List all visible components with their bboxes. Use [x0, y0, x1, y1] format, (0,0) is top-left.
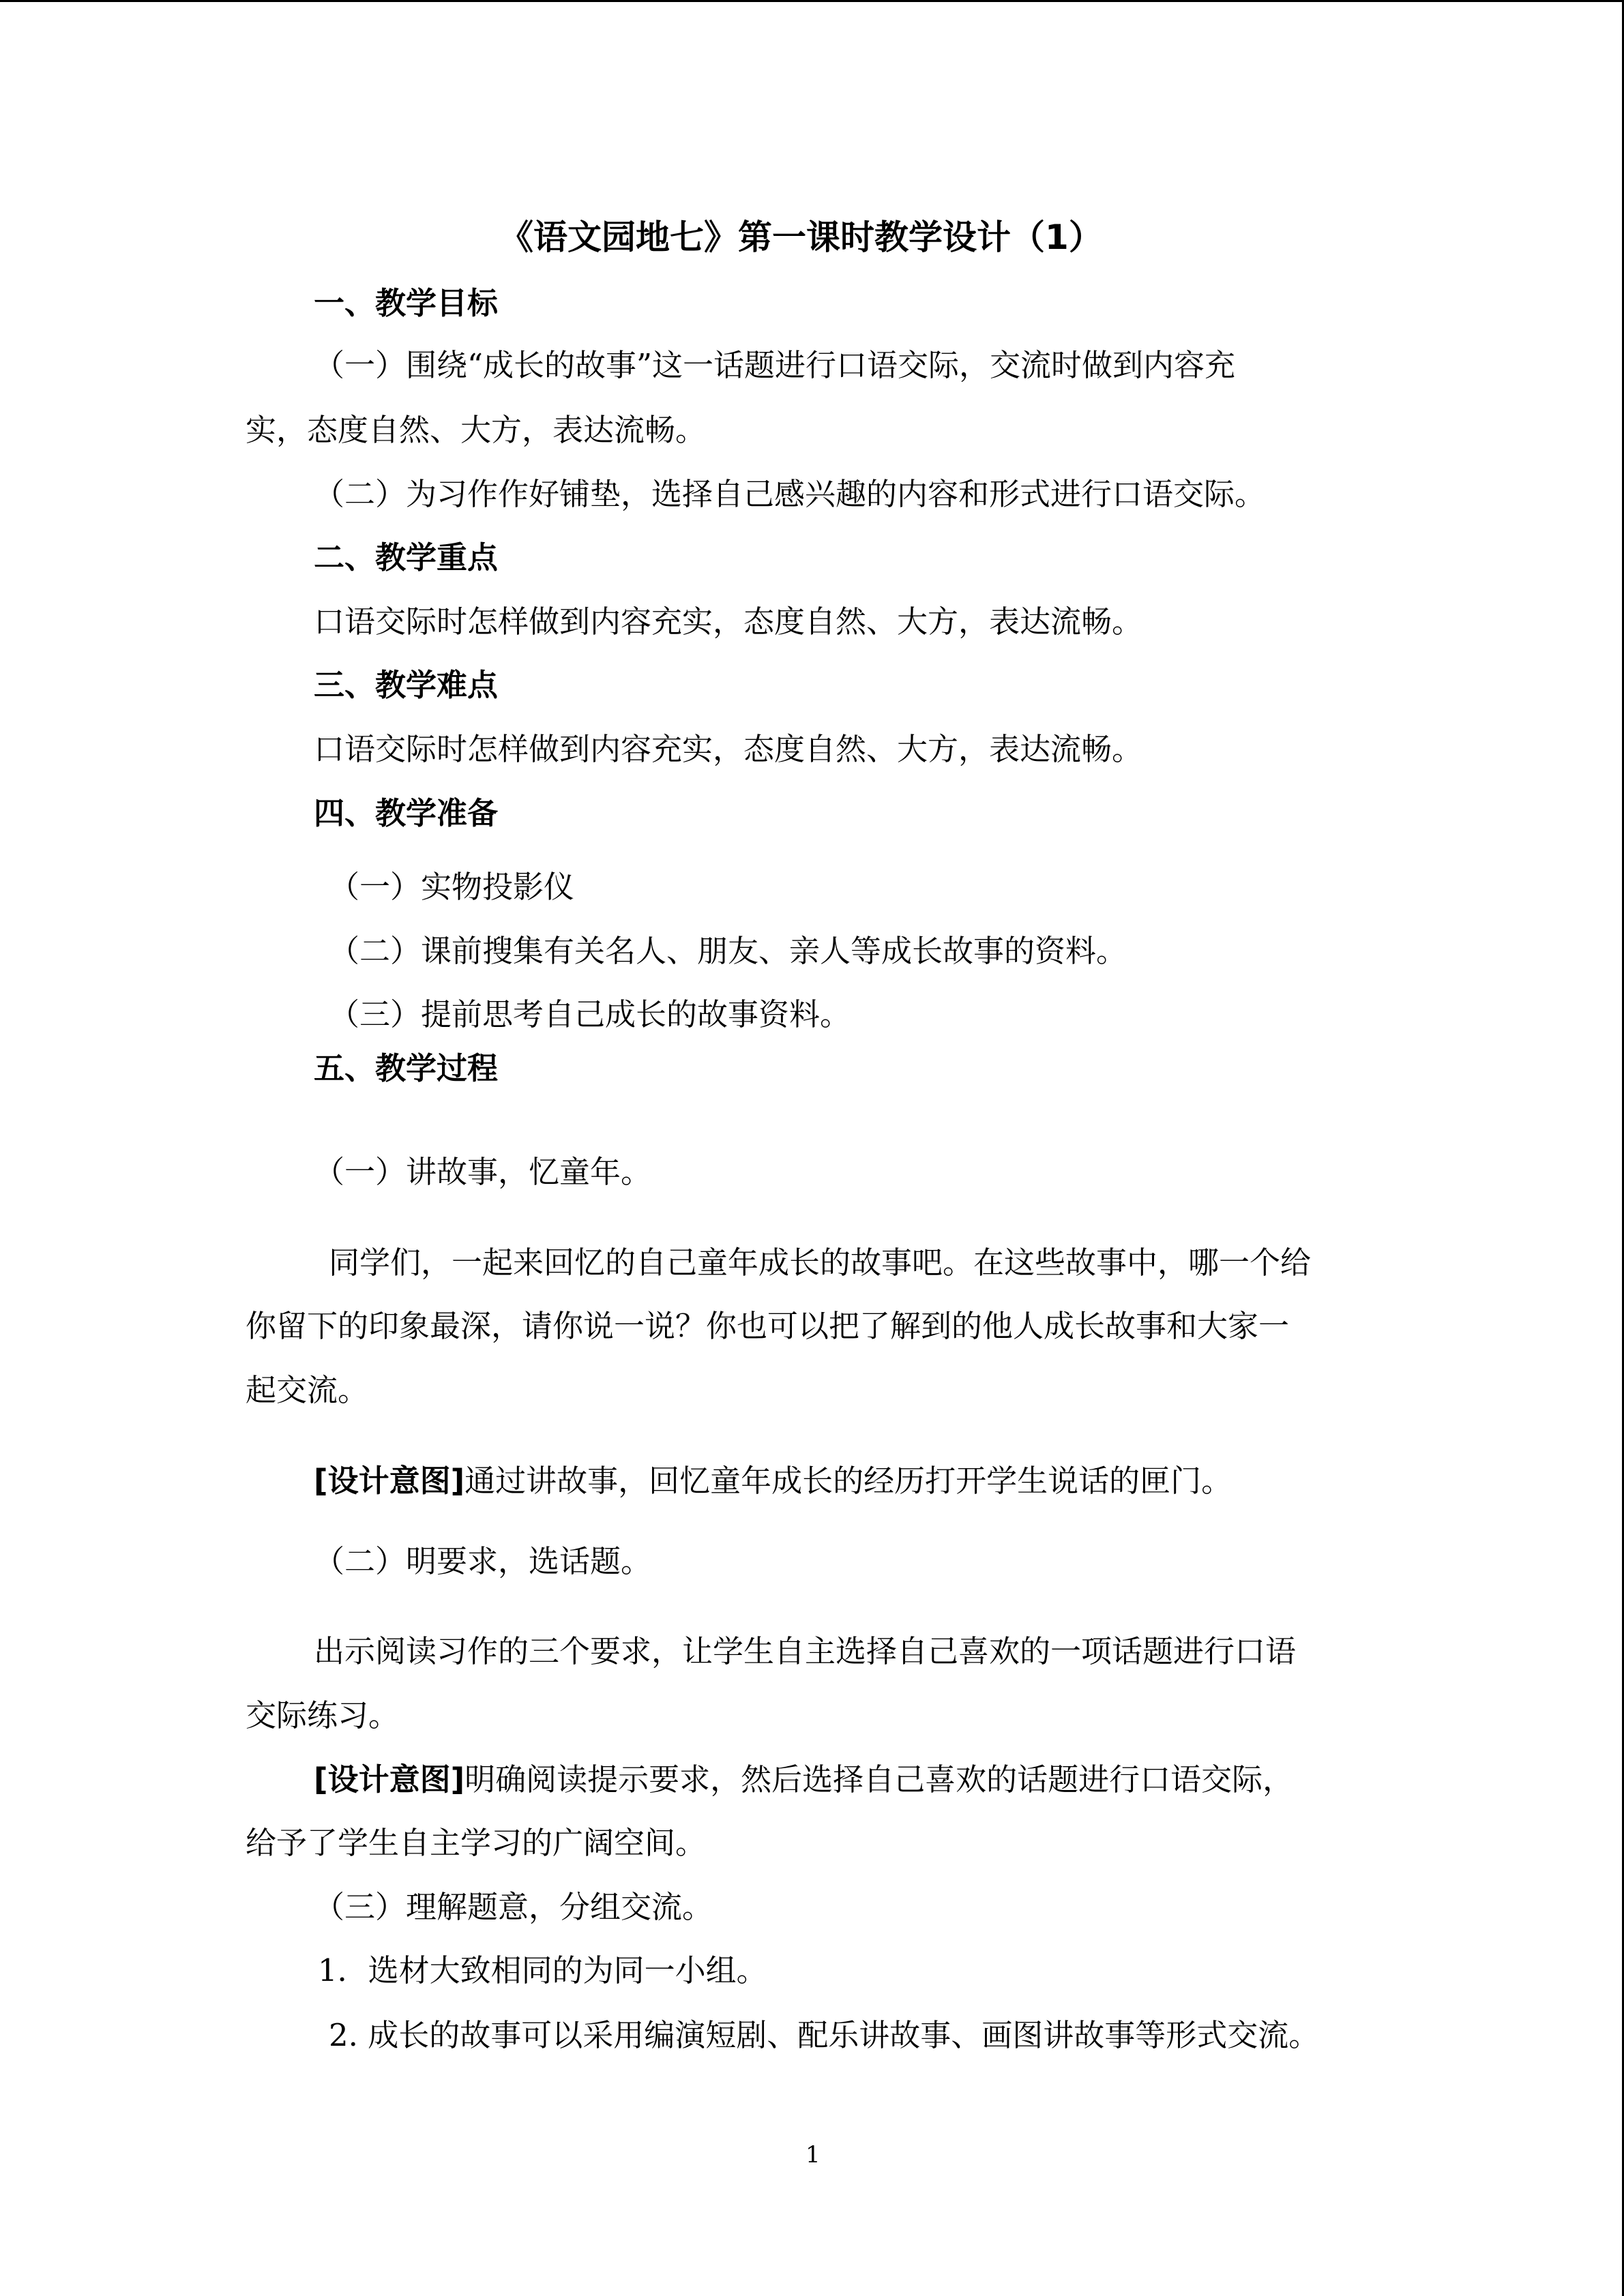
process-list-item-2: 2. 成长的故事可以采用编演短剧、配乐讲故事、画图讲故事等形式交流。 [329, 2017, 1320, 2053]
process-paragraph-2-line-1: 出示阅读习作的三个要求，让学生自主选择自己喜欢的一项话题进行口语 [314, 1633, 1297, 1669]
process-paragraph-1-line-3: 起交流。 [246, 1372, 369, 1408]
preparation-item-1: （一）实物投影仪 [329, 869, 575, 905]
document-title: 《语文园地七》第一课时教学设计（1） [499, 218, 1103, 257]
process-list-item-1: 1．选材大致相同的为同一小组。 [318, 1952, 767, 1988]
design-intent-1 [314, 1461, 1232, 1502]
design-intent-1-text: 通过讲故事，回忆童年成长的经历打开学生说话的匣门。 [464, 1463, 1232, 1499]
preparation-item-3: （三）提前思考自己成长的故事资料。 [329, 996, 851, 1032]
process-step-2: （二）明要求，选话题。 [314, 1543, 652, 1579]
design-intent-label: [设计意图] [314, 1463, 465, 1499]
process-step-3: （三）理解题意，分组交流。 [314, 1889, 713, 1925]
design-intent-label: [设计意图] [314, 1761, 465, 1798]
section-heading-preparation: 四、教学准备 [314, 795, 499, 831]
section-heading-key-points: 二、教学重点 [314, 539, 499, 576]
design-intent-2-text: 明确阅读提示要求，然后选择自己喜欢的话题进行口语交际， [464, 1761, 1294, 1798]
page-number: 1 [806, 2141, 821, 2168]
process-paragraph-1-line-1: 同学们，一起来回忆的自己童年成长的故事吧。在这些故事中，哪一个给 [329, 1244, 1312, 1281]
process-paragraph-2-line-2: 交际练习。 [246, 1697, 400, 1733]
objective-item-1-cont: 实，态度自然、大方，表达流畅。 [246, 412, 707, 448]
preparation-item-2: （二）课前搜集有关名人、朋友、亲人等成长故事的资料。 [329, 933, 1127, 969]
difficulties-text: 口语交际时怎样做到内容充实，态度自然、大方，表达流畅。 [314, 731, 1143, 767]
design-intent-2-cont: 给予了学生自主学习的广阔空间。 [246, 1825, 707, 1861]
design-intent-2 [314, 1759, 1293, 1800]
key-points-text: 口语交际时怎样做到内容充实，态度自然、大方，表达流畅。 [314, 603, 1143, 640]
process-paragraph-1-line-2: 你留下的印象最深，请你说一说？你也可以把了解到的他人成长故事和大家一 [246, 1308, 1290, 1344]
process-step-1: （一）讲故事，忆童年。 [314, 1154, 652, 1190]
objective-item-2: （二）为习作作好铺垫，选择自己感兴趣的内容和形式进行口语交际。 [314, 476, 1266, 512]
page-border-top [0, 0, 1624, 2]
section-heading-process: 五、教学过程 [314, 1050, 499, 1086]
objective-item-1: （一）围绕“成长的故事”这一话题进行口语交际，交流时做到内容充 [314, 347, 1236, 383]
section-heading-difficulties: 三、教学难点 [314, 667, 499, 703]
section-heading-objectives: 一、教学目标 [314, 285, 499, 321]
